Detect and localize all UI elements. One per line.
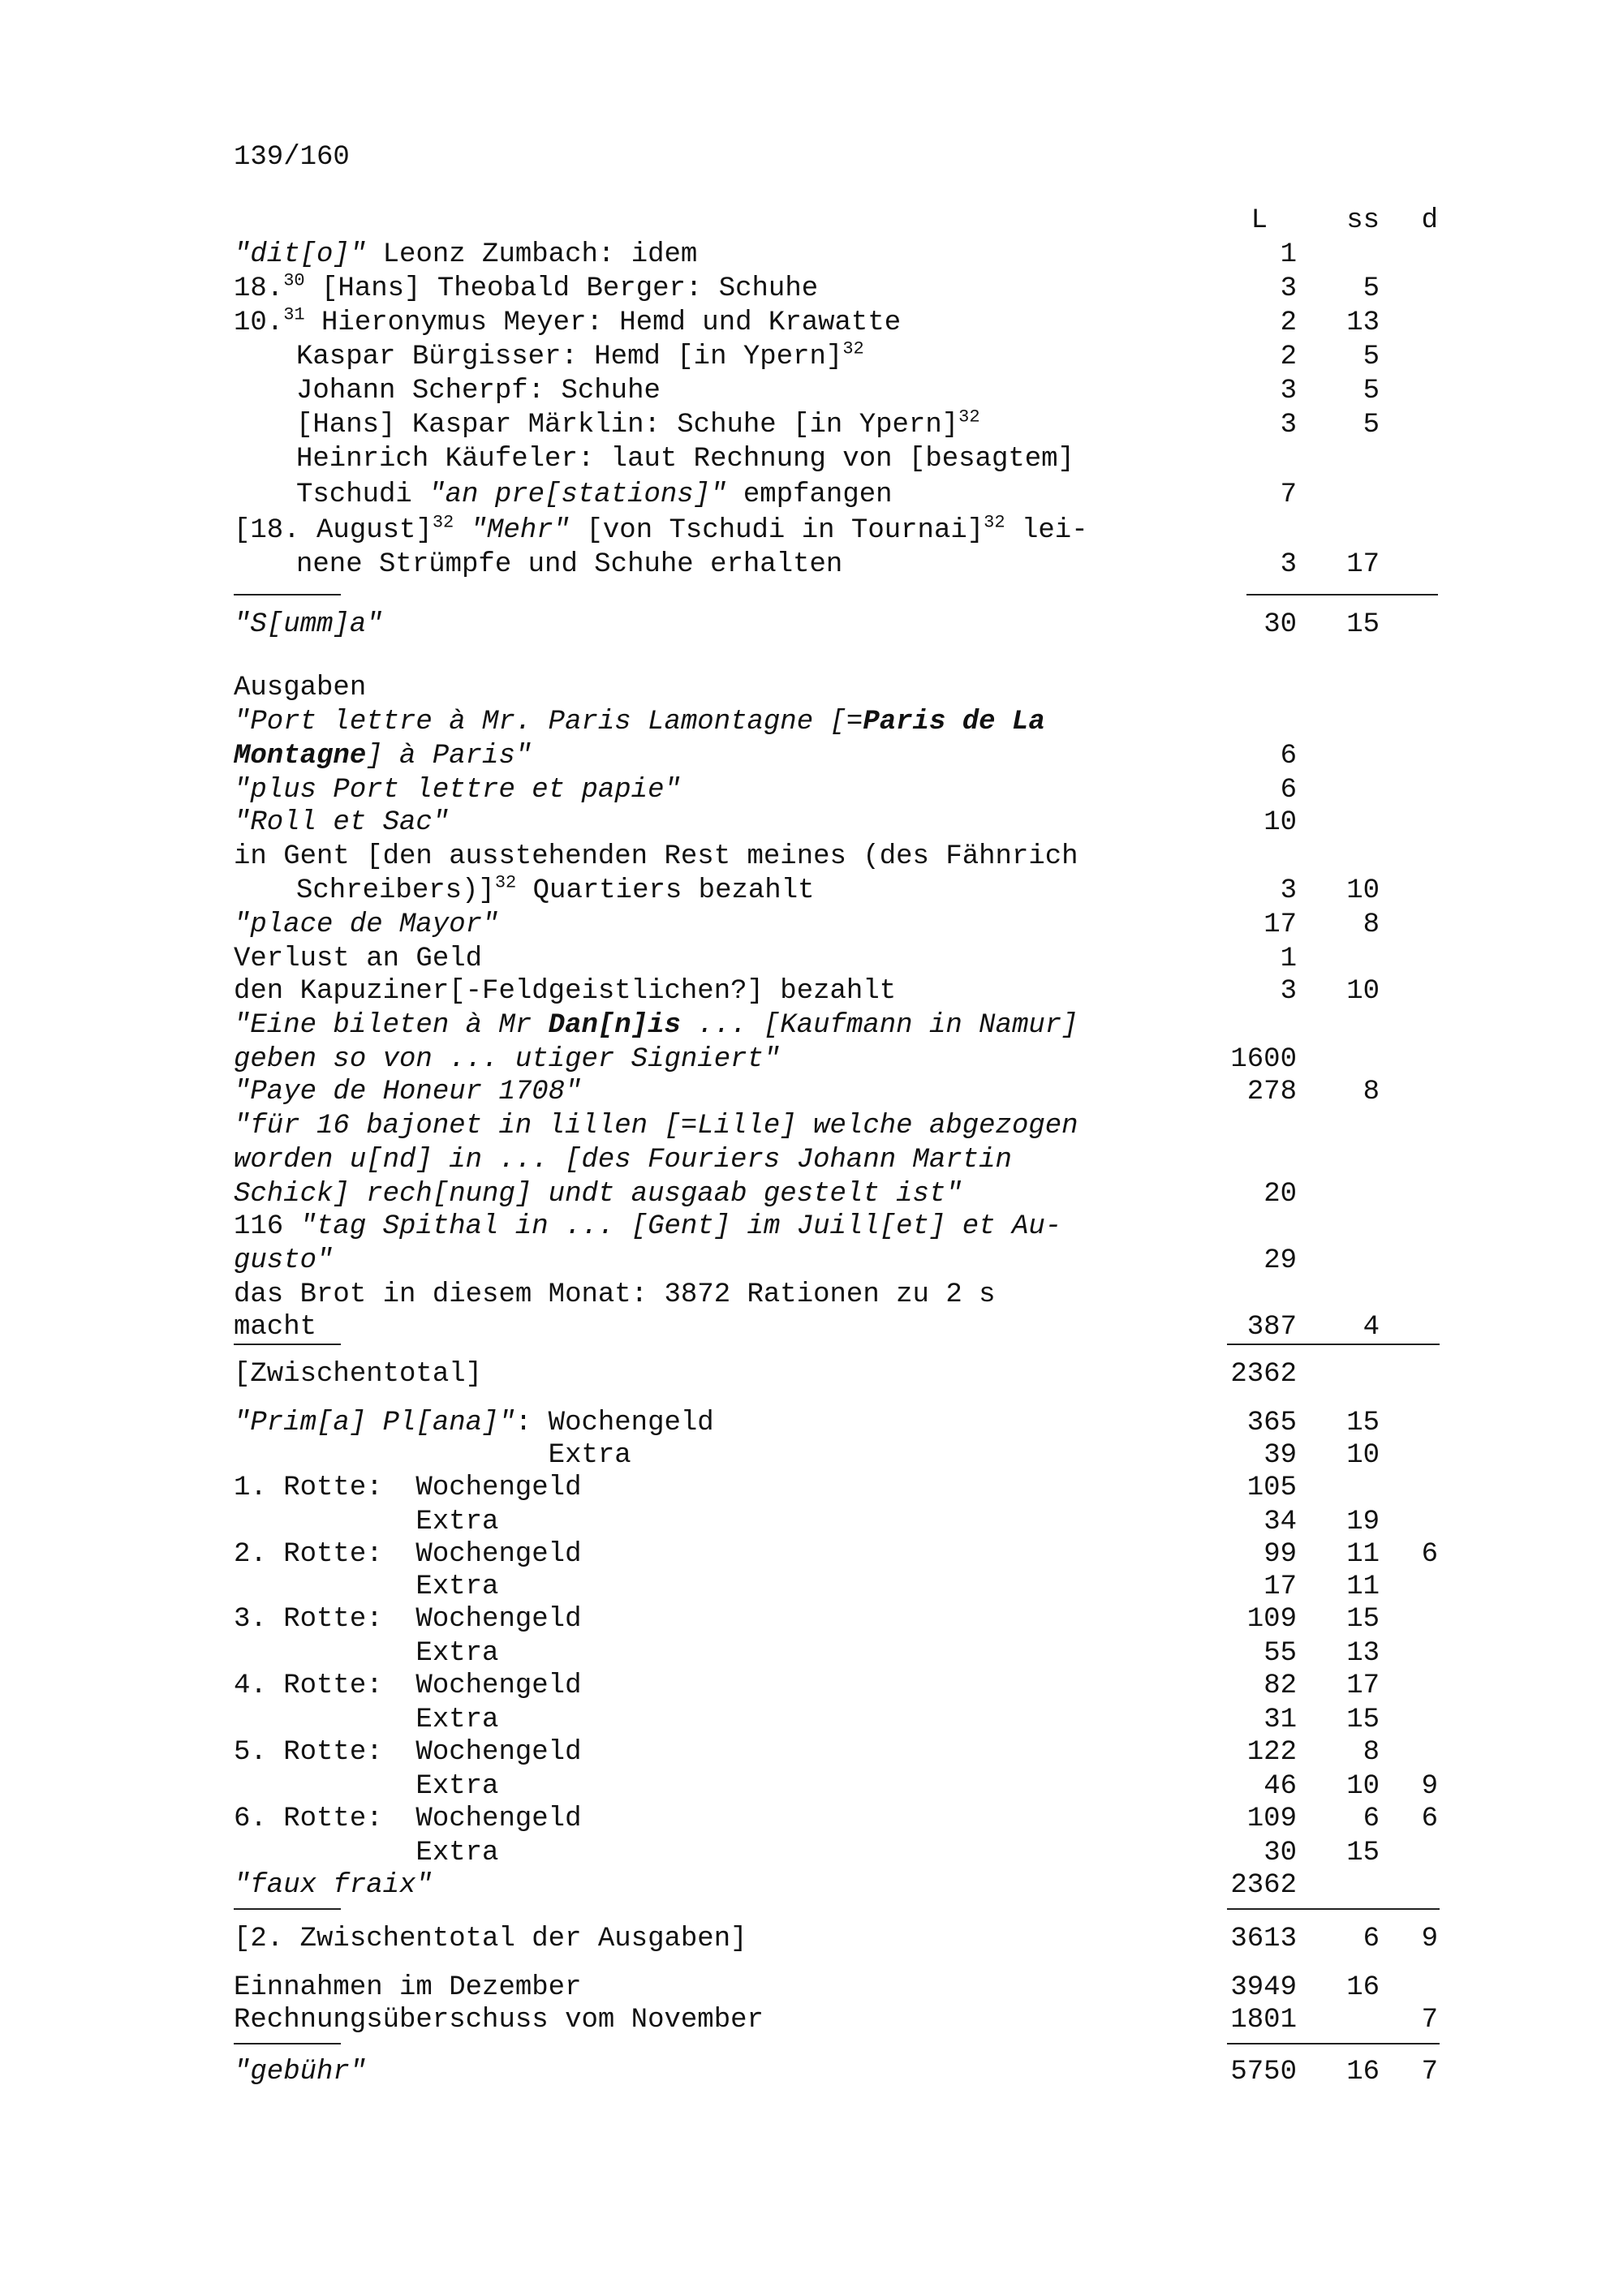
text-fragment: den Kapuziner[-Feldgeistlichen?] bezahlt (234, 976, 897, 1007)
amount-livres: 2 (1280, 307, 1297, 338)
text-fragment: Tschudi (296, 479, 429, 510)
text-fragment: Extra (234, 1705, 499, 1735)
footnote-marker: 32 (984, 512, 1005, 533)
amount-livres: 31 (1264, 1705, 1297, 1735)
text-fragment: das Brot in diesem Monat: 3872 Rationen zu 2 s (234, 1279, 996, 1310)
amount-sols: 8 (1363, 909, 1380, 940)
column-header-deniers: d (1421, 205, 1438, 236)
amount-sols: 5 (1363, 410, 1380, 441)
quoted-source-text: "plus Port lettre et papie" (234, 775, 681, 806)
text-fragment: Hieronymus Meyer: Hemd und Krawatte (304, 307, 902, 338)
amount-livres: 20 (1264, 1179, 1297, 1210)
ledger-line-text (296, 443, 1074, 475)
amount-deniers: 9 (1421, 1771, 1438, 1802)
ledger-line-text (234, 1358, 482, 1391)
text-fragment: 10. (234, 307, 284, 338)
ledger-line-text (234, 1472, 581, 1504)
ledger-line-text (234, 1603, 581, 1636)
text-fragment: 4. Rotte: Wochengeld (234, 1670, 582, 1701)
text-fragment: [Zwischentotal] (234, 1359, 483, 1390)
column-header-sols: ss (1346, 205, 1380, 236)
amount-livres: 46 (1264, 1771, 1297, 1802)
ledger-line-text (234, 1837, 498, 1869)
ledger-line-text (234, 2056, 366, 2088)
amount-livres: 6 (1280, 775, 1297, 806)
ledger-line-text (234, 1770, 498, 1803)
ledger-line-text (234, 2004, 764, 2036)
separator-rule (234, 1908, 341, 1910)
quoted-source-text: Montagne (234, 741, 367, 772)
ledger-line-text (234, 1311, 316, 1344)
ledger-line-text (234, 1670, 581, 1702)
amount-livres: 278 (1246, 1077, 1297, 1107)
text-fragment: nene Strümpfe und Schuhe erhalten (296, 549, 843, 580)
ledger-line-text (234, 514, 1088, 547)
quoted-source-text: "für 16 bajonet in lillen [=Lille] welche abgezogen (234, 1111, 1078, 1142)
quoted-source-text: "S[umm]a" (234, 609, 383, 640)
ledger-line-text (234, 239, 697, 271)
amount-deniers: 6 (1421, 1539, 1438, 1570)
ledger-line-text (234, 1971, 581, 2004)
ledger-line-text (234, 806, 449, 839)
amount-sols: 13 (1346, 307, 1380, 338)
separator-rule (1246, 594, 1438, 595)
amount-deniers: 7 (1421, 2005, 1438, 2036)
amount-livres: 3 (1280, 976, 1297, 1007)
ledger-line-text (234, 1144, 1012, 1176)
text-fragment: [2. Zwischentotal der Ausgaben] (234, 1924, 747, 1954)
ledger-line-text (234, 1506, 498, 1538)
amount-sols: 10 (1346, 1440, 1380, 1471)
amount-sols: 5 (1363, 342, 1380, 372)
ledger-line-text (234, 1210, 1061, 1243)
amount-sols: 6 (1363, 1804, 1380, 1834)
quoted-source-text: "Roll et Sac" (234, 807, 450, 838)
text-fragment: Ausgaben (234, 673, 367, 703)
amount-livres: 82 (1264, 1670, 1297, 1701)
text-fragment (454, 515, 470, 546)
column-header-livres: L (1251, 205, 1268, 236)
ledger-line-text (296, 872, 815, 907)
quoted-source-text: "gebühr" (234, 2057, 367, 2087)
amount-sols: 15 (1346, 1604, 1380, 1635)
text-fragment: 2. Rotte: Wochengeld (234, 1539, 582, 1570)
quoted-source-text: ] à Paris" (366, 741, 532, 772)
amount-livres: 10 (1264, 807, 1297, 838)
ledger-line-text (234, 1043, 780, 1076)
ledger-line-text (234, 841, 1078, 873)
amount-livres: 3949 (1230, 1972, 1297, 2003)
separator-rule (1227, 1908, 1440, 1910)
ledger-line-text (234, 1407, 714, 1439)
amount-sols: 4 (1363, 1312, 1380, 1343)
quoted-source-text: Schick] rech[nung] undt ausgaab gestelt ist" (234, 1179, 962, 1210)
quoted-source-text: "Eine bileten à Mr (234, 1010, 549, 1041)
text-fragment: Johann Scherpf: Schuhe (296, 376, 661, 406)
amount-livres: 1 (1280, 944, 1297, 974)
text-fragment: Extra (234, 1638, 499, 1669)
ledger-line-text (234, 1736, 581, 1769)
ledger-line-text (234, 1110, 1078, 1142)
amount-sols: 5 (1363, 376, 1380, 406)
amount-livres: 3613 (1230, 1924, 1297, 1954)
text-fragment: 18. (234, 273, 284, 304)
amount-livres: 39 (1264, 1440, 1297, 1471)
amount-livres: 3 (1280, 549, 1297, 580)
ledger-line-text (234, 1571, 498, 1603)
footnote-marker: 32 (842, 338, 864, 359)
ledger-line-text (234, 1076, 581, 1108)
amount-sols: 5 (1363, 273, 1380, 304)
amount-livres: 2 (1280, 342, 1297, 372)
amount-livres: 7 (1280, 479, 1297, 510)
ledger-line-text (234, 608, 383, 641)
amount-livres: 34 (1264, 1507, 1297, 1537)
text-fragment: Extra (234, 1440, 631, 1471)
quoted-source-text: "Prim[a] Pl[ana]" (234, 1408, 515, 1438)
amount-sols: 10 (1346, 976, 1380, 1007)
ledger-line-text (234, 774, 681, 806)
ledger-line-text (234, 1637, 498, 1670)
text-fragment: Extra (234, 1838, 499, 1868)
amount-livres: 30 (1264, 609, 1297, 640)
quoted-source-text: "an pre[stations]" (428, 479, 727, 510)
amount-sols: 6 (1363, 1924, 1380, 1954)
quoted-source-text: "Port lettre à Mr. Paris Lamontagne [= (234, 707, 863, 737)
quoted-source-text: "Paye de Honeur 1708" (234, 1077, 582, 1107)
amount-deniers: 7 (1421, 2057, 1438, 2087)
ledger-line-text (296, 406, 980, 441)
text-fragment: 116 (234, 1211, 300, 1242)
quoted-source-text: Paris de La (863, 707, 1045, 737)
amount-livres: 3 (1280, 273, 1297, 304)
text-fragment: Heinrich Käufeler: laut Rechnung von [besagtem] (296, 444, 1074, 475)
text-fragment: 3. Rotte: Wochengeld (234, 1604, 582, 1635)
quoted-source-text: "tag Spithal in ... [Gent] im Juill[et] et Au- (299, 1211, 1062, 1242)
amount-livres: 5750 (1230, 2057, 1297, 2087)
quoted-source-text: "faux fraix" (234, 1870, 433, 1901)
text-fragment: Extra (234, 1771, 499, 1802)
text-fragment: [Hans] Theobald Berger: Schuhe (304, 273, 819, 304)
text-fragment: Kaspar Bürgisser: Hemd [in Ypern] (296, 342, 843, 372)
ledger-line-text (234, 1704, 498, 1736)
footnote-marker: 32 (432, 512, 454, 533)
separator-rule (234, 2043, 341, 2044)
quoted-source-text: "place de Mayor" (234, 909, 499, 940)
amount-livres: 3 (1280, 875, 1297, 906)
ledger-line-text (234, 740, 532, 772)
separator-rule (1227, 2043, 1440, 2044)
ledger-line-text (234, 943, 482, 975)
amount-sols: 15 (1346, 1705, 1380, 1735)
amount-sols: 17 (1346, 549, 1380, 580)
ledger-line-text (296, 338, 864, 373)
amount-sols: 15 (1346, 1838, 1380, 1868)
quoted-source-text: worden u[nd] in ... [des Fouriers Johann Martin (234, 1145, 1012, 1176)
amount-sols: 11 (1346, 1572, 1380, 1602)
ledger-line-text (234, 706, 1045, 738)
ledger-line-text (234, 1009, 1078, 1042)
amount-livres: 109 (1246, 1804, 1297, 1834)
text-fragment: Extra (234, 1572, 499, 1602)
quoted-source-text: "Mehr" (470, 515, 570, 546)
text-fragment: Rechnungsüberschuss vom November (234, 2005, 764, 2036)
ledger-line-text (296, 479, 893, 511)
amount-livres: 17 (1264, 909, 1297, 940)
amount-sols: 19 (1346, 1507, 1380, 1537)
amount-sols: 10 (1346, 1771, 1380, 1802)
amount-sols: 13 (1346, 1638, 1380, 1669)
amount-deniers: 9 (1421, 1924, 1438, 1954)
ledger-line-text (234, 270, 819, 305)
amount-livres: 109 (1246, 1604, 1297, 1635)
text-fragment: Extra (234, 1507, 499, 1537)
footnote-marker: 32 (958, 406, 980, 428)
ledger-line-text (234, 1439, 631, 1472)
amount-livres: 1 (1280, 239, 1297, 270)
text-fragment: [von Tschudi in Tournai] (570, 515, 984, 546)
amount-livres: 365 (1246, 1408, 1297, 1438)
amount-livres: 1600 (1230, 1044, 1297, 1075)
ledger-line-text (234, 1279, 996, 1311)
amount-sols: 11 (1346, 1539, 1380, 1570)
text-fragment: 1. Rotte: Wochengeld (234, 1473, 582, 1503)
amount-livres: 55 (1264, 1638, 1297, 1669)
amount-deniers: 6 (1421, 1804, 1438, 1834)
amount-livres: 3 (1280, 410, 1297, 441)
amount-sols: 15 (1346, 609, 1380, 640)
ledger-line-text (234, 1245, 333, 1277)
separator-rule (234, 1344, 341, 1345)
text-fragment: Schreibers)] (296, 875, 495, 906)
text-fragment: in Gent [den ausstehenden Rest meines (des Fähnrich (234, 841, 1078, 872)
amount-sols: 17 (1346, 1670, 1380, 1701)
amount-livres: 387 (1246, 1312, 1297, 1343)
text-fragment: empfangen (726, 479, 893, 510)
page-number: 139/160 (234, 142, 350, 173)
amount-livres: 3 (1280, 376, 1297, 406)
amount-livres: 6 (1280, 741, 1297, 772)
amount-livres: 2362 (1230, 1870, 1297, 1901)
text-fragment: macht (234, 1312, 317, 1343)
ledger-line-text (234, 975, 896, 1008)
ledger-line-text (296, 375, 661, 407)
amount-sols: 16 (1346, 2057, 1380, 2087)
ledger-line-text (234, 1923, 747, 1955)
footnote-marker: 32 (494, 872, 517, 893)
footnote-marker: 31 (283, 304, 305, 325)
quoted-source-text: ... [Kaufmann in Namur] (680, 1010, 1078, 1041)
text-fragment: [Hans] Kaspar Märklin: Schuhe [in Ypern] (296, 410, 959, 441)
ledger-line-text (234, 1178, 962, 1210)
ledger-line-text (296, 548, 842, 581)
ledger-line-text (234, 1538, 581, 1571)
amount-sols: 8 (1363, 1737, 1380, 1768)
amount-livres: 122 (1246, 1737, 1297, 1768)
amount-livres: 1801 (1230, 2005, 1297, 2036)
quoted-source-text: "dit[o]" (234, 239, 367, 270)
amount-livres: 99 (1264, 1539, 1297, 1570)
amount-livres: 30 (1264, 1838, 1297, 1868)
text-fragment: Quartiers bezahlt (516, 875, 815, 906)
amount-sols: 10 (1346, 875, 1380, 906)
amount-sols: 8 (1363, 1077, 1380, 1107)
amount-sols: 16 (1346, 1972, 1380, 2003)
footnote-marker: 30 (283, 270, 305, 291)
quoted-source-text: Dan[n]is (548, 1010, 681, 1041)
amount-livres: 105 (1246, 1473, 1297, 1503)
amount-livres: 29 (1264, 1245, 1297, 1276)
text-fragment: : Wochengeld (514, 1408, 714, 1438)
text-fragment: Einnahmen im Dezember (234, 1972, 582, 2003)
ledger-line-text (234, 1803, 581, 1835)
ledger-line-text (234, 909, 498, 941)
ledger-line-text (234, 304, 902, 339)
text-fragment: lei- (1005, 515, 1088, 546)
text-fragment: Verlust an Geld (234, 944, 483, 974)
quoted-source-text: geben so von ... utiger Signiert" (234, 1044, 781, 1075)
amount-livres: 2362 (1230, 1359, 1297, 1390)
amount-livres: 17 (1264, 1572, 1297, 1602)
separator-rule (234, 594, 341, 595)
text-fragment: 5. Rotte: Wochengeld (234, 1737, 582, 1768)
text-fragment: [18. August] (234, 515, 433, 546)
quoted-source-text: gusto" (234, 1245, 334, 1276)
text-fragment: 6. Rotte: Wochengeld (234, 1804, 582, 1834)
separator-rule (1227, 1344, 1440, 1345)
text-fragment: Leonz Zumbach: idem (366, 239, 698, 270)
amount-sols: 15 (1346, 1408, 1380, 1438)
ledger-line-text (234, 1869, 433, 1902)
ledger-line-text (234, 672, 366, 704)
